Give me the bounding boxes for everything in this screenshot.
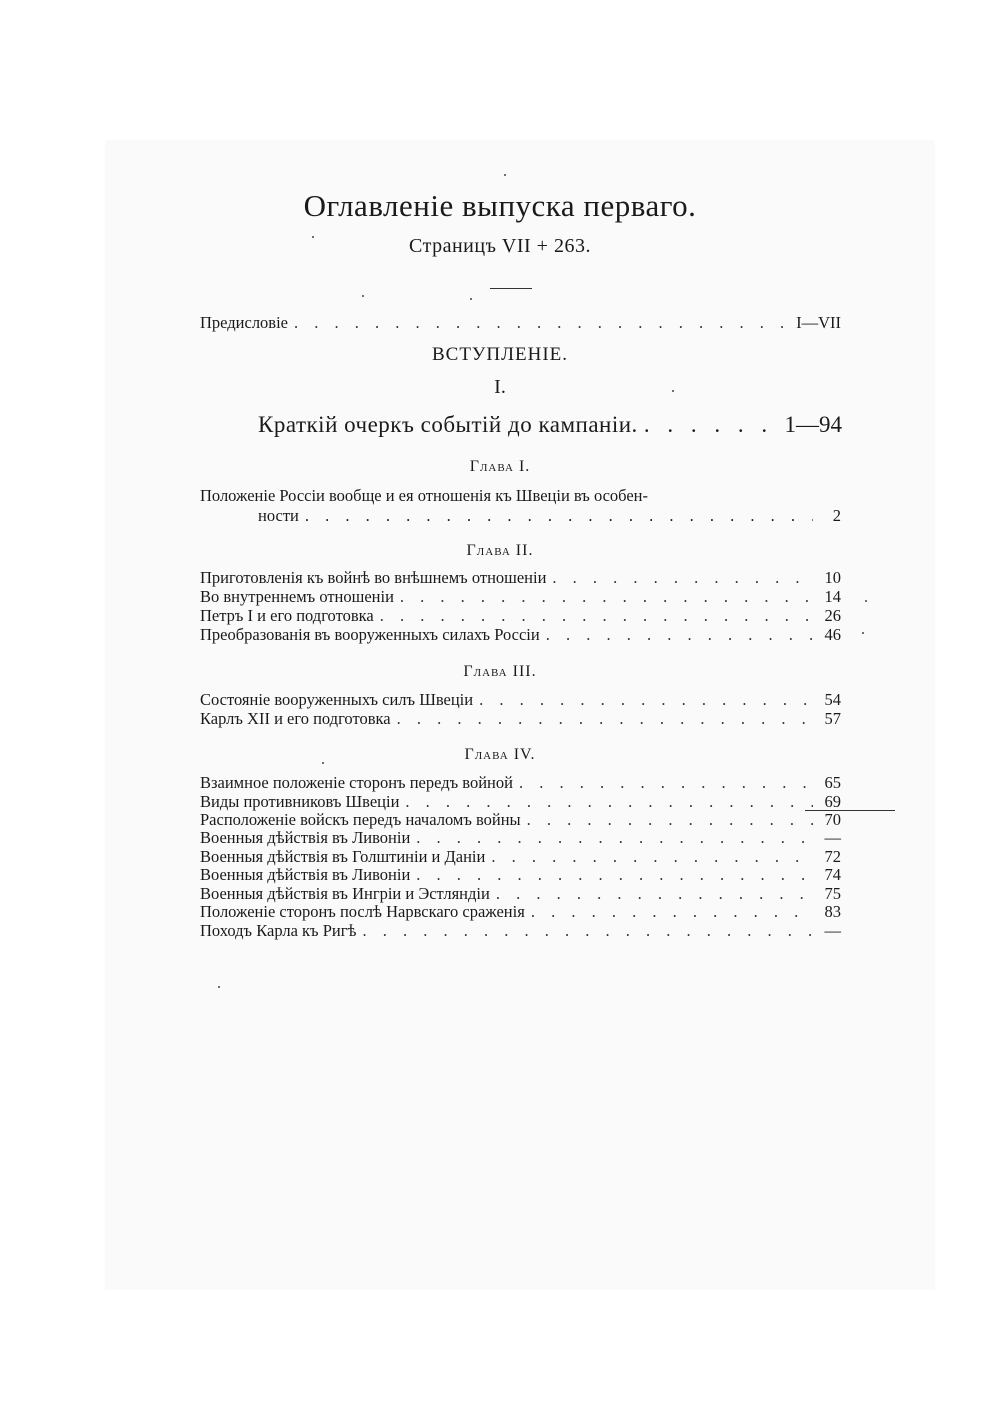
dot-leader	[362, 921, 813, 941]
toc-entry-page: —	[824, 828, 841, 847]
chapter-heading-2: Глава II.	[466, 542, 534, 559]
dot-leader	[416, 865, 813, 885]
toc-entry-page: 75	[824, 884, 841, 903]
toc-entry-page: 57	[824, 709, 841, 728]
scan-speck	[218, 986, 220, 988]
toc-entry[interactable]	[200, 792, 841, 812]
scan-speck	[322, 762, 324, 764]
dot-leader	[644, 412, 779, 438]
toc-entry[interactable]	[200, 773, 841, 793]
scan-speck	[362, 295, 364, 297]
toc-entry-label: Взаимное положеніе сторонъ передъ войной	[200, 773, 513, 792]
page-title: Оглавленіе выпуска перваго.	[303, 188, 697, 223]
toc-entry[interactable]	[200, 865, 841, 885]
toc-entry[interactable]	[200, 587, 841, 607]
part-number: I.	[494, 376, 506, 398]
toc-entry[interactable]	[200, 709, 841, 729]
toc-entry[interactable]	[200, 902, 841, 922]
scan-speck	[672, 390, 674, 392]
toc-entry[interactable]	[200, 486, 841, 526]
dot-leader	[496, 884, 813, 904]
toc-entry[interactable]	[200, 625, 841, 645]
toc-entry[interactable]	[200, 568, 841, 588]
chapter-heading-1: Глава I.	[469, 458, 531, 475]
dot-leader	[527, 810, 813, 830]
toc-entry-label: Петръ I и его подготовка	[200, 606, 374, 625]
scan-speck	[504, 174, 506, 176]
toc-entry-label: Походъ Карла къ Ригѣ	[200, 921, 357, 940]
toc-entry-label: Военныя дѣйствія въ Голштиніи и Даніи	[200, 847, 486, 866]
dot-leader	[491, 847, 813, 867]
scan-speck	[862, 632, 864, 634]
toc-entry[interactable]	[200, 921, 841, 941]
dot-leader	[397, 709, 813, 729]
toc-entry-label: Положеніе сторонъ послѣ Нарвскаго сраженія	[200, 902, 525, 921]
dot-leader	[400, 587, 813, 607]
toc-entry-page: 46	[824, 625, 841, 644]
toc-entry-label: Предисловіе	[200, 313, 289, 332]
dot-leader	[519, 773, 813, 793]
toc-entry[interactable]	[200, 690, 841, 710]
dot-leader	[546, 625, 813, 645]
dot-leader	[531, 902, 813, 922]
toc-entry-label: Состояніе вооруженныхъ силъ Швеціи	[200, 690, 474, 709]
toc-entry-label: Военныя дѣйствія въ Ингріи и Эстляндіи	[200, 884, 490, 903]
dot-leader	[552, 568, 813, 588]
toc-entry-label: Военныя дѣйствія въ Ливоніи	[200, 828, 411, 847]
part-title: Краткій очеркъ событій до кампаніи.	[258, 412, 638, 437]
toc-entry-page: 26	[824, 606, 841, 625]
scan-speck	[470, 298, 472, 300]
dot-leader	[294, 313, 790, 333]
toc-entry[interactable]	[200, 847, 841, 867]
scan-speck	[865, 600, 867, 602]
chapter-heading-4: Глава IV.	[464, 746, 536, 763]
dot-leader	[416, 828, 813, 848]
dot-leader	[405, 792, 813, 812]
toc-entry[interactable]	[200, 884, 841, 904]
toc-entry-page: 70	[824, 810, 841, 829]
toc-entry-label: Преобразованія въ вооруженныхъ силахъ Россіи	[200, 625, 540, 644]
toc-entry-preface[interactable]	[200, 313, 841, 333]
page-count: Страницъ VII + 263.	[409, 235, 591, 257]
scan-speck	[312, 236, 314, 238]
toc-entry-label: Расположеніе войскъ передъ началомъ войны	[200, 810, 521, 829]
toc-entry-page: I—VII	[796, 313, 841, 332]
chapter-heading-3: Глава III.	[463, 663, 537, 680]
toc-entry-label: Карлъ XII и его подготовка	[200, 709, 391, 728]
toc-entry-label: Во внутреннемъ отношеніи	[200, 587, 394, 606]
toc-entry-label: Приготовленія къ войнѣ во внѣшнемъ отношеніи	[200, 568, 547, 587]
toc-entry-label: Военныя дѣйствія въ Ливоніи	[200, 865, 411, 884]
toc-entry-page: 83	[824, 902, 841, 921]
pencil-underline-mark	[805, 810, 895, 811]
dot-leader	[305, 506, 813, 526]
toc-entry-label-line1: Положеніе Россіи вообще и ея отношенія къ Швеціи въ особен-	[200, 486, 649, 505]
toc-part-entry[interactable]	[258, 412, 842, 438]
section-heading-introduction: ВСТУПЛЕНІЕ.	[431, 344, 569, 365]
toc-entry-label-line2: ности	[258, 506, 299, 525]
part-pages: 1—94	[784, 412, 842, 437]
dot-leader	[380, 606, 813, 626]
toc-entry-page: —	[824, 921, 841, 940]
toc-entry[interactable]	[200, 828, 841, 848]
toc-entry-label: Виды противниковъ Швеціи	[200, 792, 400, 811]
toc-entry-page: 65	[824, 773, 841, 792]
toc-entry-page: 14	[824, 587, 841, 606]
toc-entry-page: 72	[824, 847, 841, 866]
toc-entry-page: 74	[824, 865, 841, 884]
toc-entry-page: 10	[824, 568, 841, 587]
title-divider	[490, 288, 532, 289]
toc-entry-page: 69	[824, 792, 841, 811]
toc-entry-page: 54	[824, 690, 841, 709]
dot-leader	[479, 690, 813, 710]
toc-entry[interactable]	[200, 810, 841, 830]
toc-entry[interactable]	[200, 606, 841, 626]
toc-entry-page: 2	[832, 506, 841, 525]
